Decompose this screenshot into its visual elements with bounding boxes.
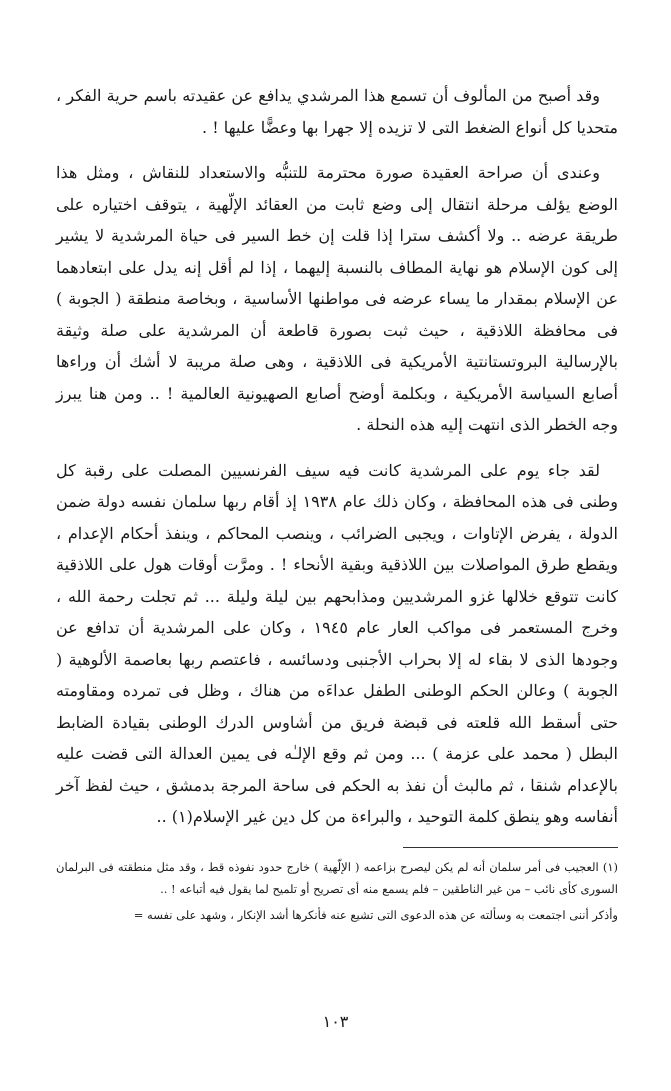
page-content xyxy=(56,80,618,926)
footnote-2: وأذكر أننى اجتمعت به وسألته عن هذه الدعوى التى تشيع عنه فأنكرها أشد الإنكار ، وشهد على نفسه = xyxy=(133,907,618,922)
footnote-divider xyxy=(403,847,618,848)
page-number: ١٠٣ xyxy=(322,1012,349,1031)
footnote-1: (١) العجيب فى أمر سلمان أنه لم يكن ليصرح بزاعمه ( الإلّهية ) خارج حدود نفوذه قط ، وقد مثل منطقته فى البرلمان السورى كأى نائب – من غير الناطقين – فلم يسمع منه أى تصريح أو تلميح لما يقول فيه أتباعه ! .. xyxy=(56,859,618,896)
body-paragraph-2: وعندى أن صراحة العقيدة صورة محترمة للتنبُّه والاستعداد للنقاش ، ومثل هذا الوضع يؤلف مرحلة انتقال إلى وضع ثابت من العقائد الإلّهية ، يتوقف اختياره على طريقة عرضه .. ولا أكشف سترا إذا قلت إن خط السير فى حياة المرشدية لا يشير إلى كون الإسلام هو نهاية المطاف بالنسبة إليهما ، إذا لم أقل إنه يدل على ابتعادهما عن الإسلام بمقدار ما يساء عرضه فى مواطنها الأساسية ، وبخاصة منطقة ( الجوبة ) فى محافظة اللاذقية ، حيث ثبت بصورة قاطعة أن المرشدية على صلة وثيقة بالإرسالية البروتستانتية الأمريكية فى اللاذقية ، وهى صلة مريبة لا أشك أن وراءها أصابع السياسة الأمريكية ، وبكلمة أوضح أصابع الصهيونية العالمية ! .. ومن هنا يبرز وجه الخطر الذى انتهت إليه هذه النحلة . xyxy=(56,163,618,434)
body-paragraph-3: لقد جاء يوم على المرشدية كانت فيه سيف الفرنسيين المصلت على رقبة كل وطنى فى هذه المحافظة ، وكان ذلك عام ١٩٣٨ إذ أقام ربها سلمان نفسه دولة ضمن الدولة ، يفرض الإتاوات ، ويجبى الضرائب ، وينصب المحاكم ، وينفذ أحكام الإعدام ، ويقطع طرق المواصلات بين اللاذقية وبقية الأنحاء ! . ومرَّت أوقات هول على اللاذقية كانت تتوقع خلالها غزو المرشديين ومذابحهم بين ليلة وليلة ... ثم تجلت رحمة الله ، وخرج المستعمر فى مواكب العار عام ١٩٤٥ ، وكان على المرشدية أن تدافع عن وجودها الذى لا بقاء له إلا بحراب الأجنبى ودسائسه ، فاعتصم ربها بعاصمة الألوهية ( الجوبة ) وعالن الحكم الوطنى الطفل عداءَه من هناك ، وظل فى تمرده ومقاومته حتى أسقط الله قلعته فى قبضة فريق من أشاوس الدرك الوطنى بقيادة الضابط البطل ( محمد على عزمة ) ... ومن ثم وقع الإلـٰه فى يمين العدالة التى قضت عليه بالإعدام شنقا ، ثم مالبث أن نفذ به الحكم فى ساحة المرجة بدمشق ، حيث لفظ آخر أنفاسه وهو ينطق كلمة التوحيد ، والبراءة من كل دين غير الإسلام(١) .. xyxy=(56,460,619,826)
body-paragraph-1: وقد أصبح من المألوف أن تسمع هذا المرشدي يدافع عن عقيدته باسم حرية الفكر ، متحديا كل أنواع الضغط التى لا تزيده إلا جهرا بها وعضًّا عليها ! . xyxy=(56,86,618,137)
